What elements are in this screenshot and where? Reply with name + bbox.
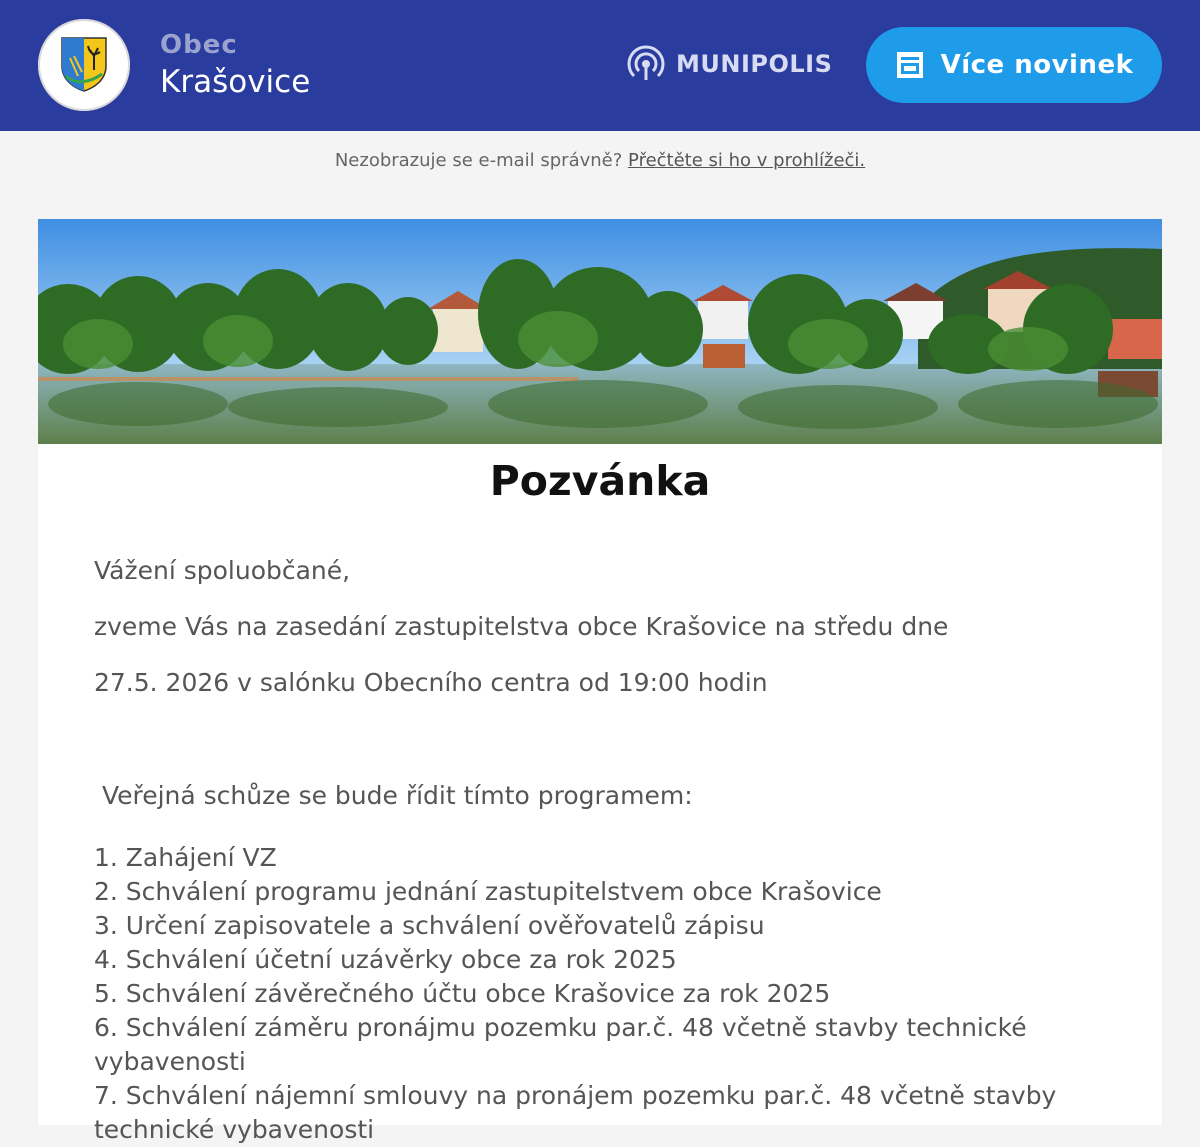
program-intro: Veřejná schůze se bude řídit tímto programem: bbox=[94, 781, 693, 810]
program-item: 7. Schválení nájemní smlouvy na pronájem pozemku par.č. 48 včetně stavby technické vybavenosti bbox=[94, 1081, 1057, 1144]
view-in-browser-link[interactable]: Přečtěte si ho v prohlížeči. bbox=[628, 150, 866, 171]
program-item: 1. Zahájení VZ bbox=[94, 843, 277, 872]
newspaper-icon bbox=[895, 50, 925, 80]
broadcast-icon bbox=[626, 44, 666, 84]
more-news-button[interactable] bbox=[866, 27, 1162, 103]
program-item: 3. Určení zapisovatele a schválení ověřovatelů zápisu bbox=[94, 911, 765, 940]
browser-view-notice bbox=[0, 150, 1200, 171]
invitation-line-2: 27.5. 2026 v salónku Obecního centra od 19:00 hodin bbox=[94, 668, 768, 697]
brand-prefix: Obec bbox=[160, 30, 238, 60]
program-item: 2. Schválení programu jednání zastupitelstvem obce Krašovice bbox=[94, 877, 882, 906]
munipolis-label: MUNIPOLIS bbox=[676, 50, 833, 78]
program-item: 6. Schválení záměru pronájmu pozemku par.č. 48 včetně stavby technické vybavenosti bbox=[94, 1013, 1027, 1076]
invitation-line-1: zveme Vás na zasedání zastupitelstva obce Krašovice na středu dne bbox=[94, 612, 949, 641]
banner-image bbox=[38, 219, 1162, 444]
newsletter-card bbox=[38, 219, 1162, 1144]
coat-of-arms-icon bbox=[60, 36, 108, 92]
header-bar bbox=[0, 0, 1200, 131]
program-list bbox=[94, 841, 1114, 1147]
municipality-logo[interactable] bbox=[38, 19, 130, 111]
more-news-label: Více novinek bbox=[940, 50, 1134, 80]
program-item: 4. Schválení účetní uzávěrky obce za rok 2025 bbox=[94, 945, 677, 974]
program-item: 5. Schválení závěrečného účtu obce Krašovice za rok 2025 bbox=[94, 979, 831, 1008]
article-title: Pozvánka bbox=[489, 457, 711, 505]
notice-text: Nezobrazuje se e-mail správně? bbox=[334, 150, 623, 171]
greeting-text: Vážení spoluobčané, bbox=[94, 556, 351, 585]
munipolis-logo[interactable] bbox=[626, 44, 832, 84]
brand-name: Krašovice bbox=[160, 64, 311, 100]
